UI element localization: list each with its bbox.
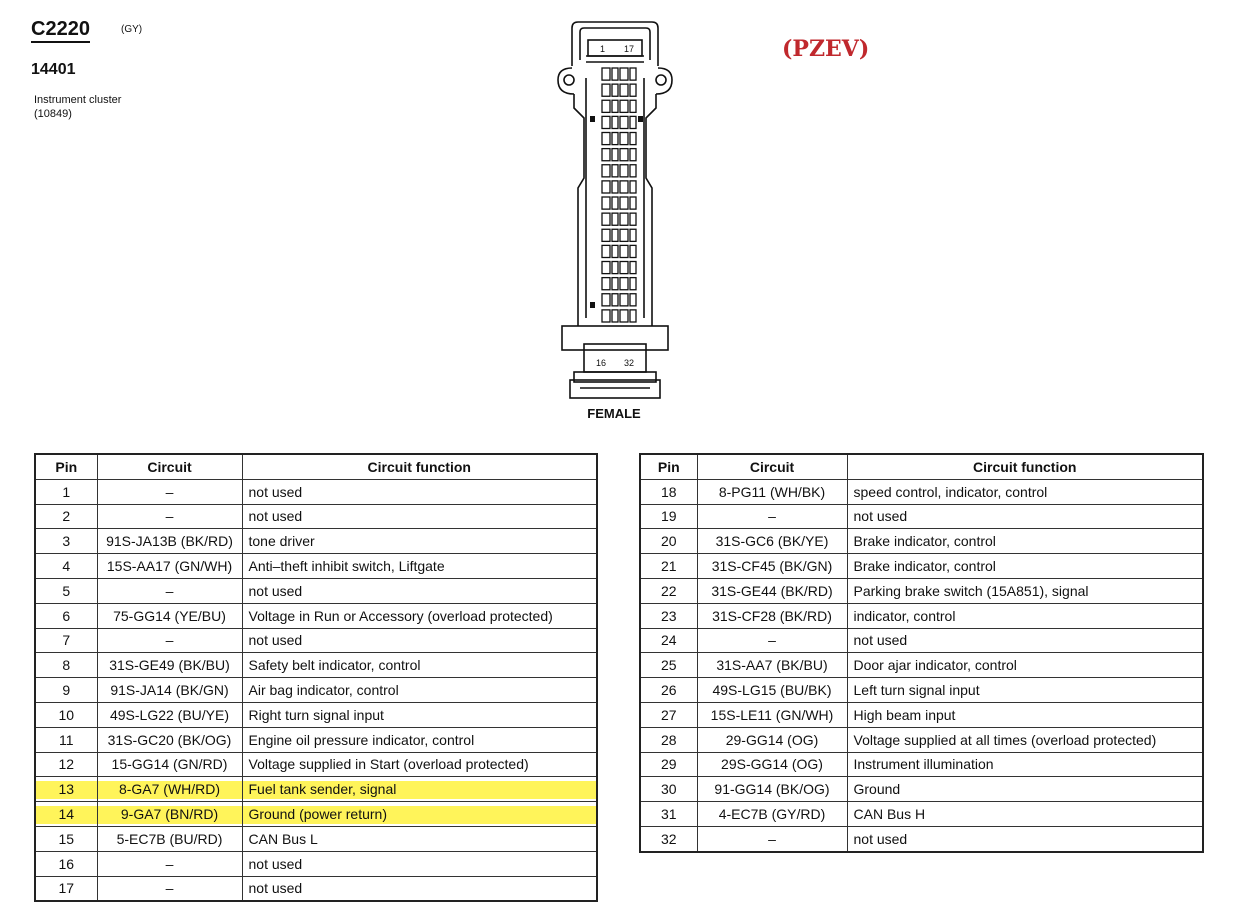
- pin-cavity: [630, 149, 636, 161]
- circuit-code: 9-GA7 (BN/RD): [97, 802, 242, 827]
- pin-row-6: [35, 603, 597, 628]
- pin-cavity: [630, 181, 636, 193]
- circuit-function: not used: [242, 479, 597, 504]
- circuit-code: –: [97, 851, 242, 876]
- pin-number: 30: [640, 777, 697, 802]
- pin-number: 18: [640, 479, 697, 504]
- circuit-function: Ground (power return): [242, 802, 597, 827]
- pin-row-29: [640, 752, 1203, 777]
- pin-row-20: [640, 529, 1203, 554]
- circuit-code: 75-GG14 (YE/BU): [97, 603, 242, 628]
- pin-number: 8: [35, 653, 97, 678]
- pin-cavity: [602, 229, 610, 241]
- pin-cavity: [630, 229, 636, 241]
- header-pin: Pin: [35, 454, 97, 479]
- circuit-code: 91S-JA13B (BK/RD): [97, 529, 242, 554]
- pin-table-right: [639, 453, 1204, 853]
- circuit-function: Safety belt indicator, control: [242, 653, 597, 678]
- pin-row-18: [640, 479, 1203, 504]
- pin-row-13: [35, 777, 597, 802]
- circuit-code: –: [97, 504, 242, 529]
- circuit-code: –: [697, 628, 847, 653]
- circuit-function: not used: [242, 876, 597, 901]
- pin-cavity: [630, 68, 636, 80]
- pin-cavity: [620, 245, 628, 257]
- pin-cavity: [620, 181, 628, 193]
- pin-cavity: [630, 100, 636, 112]
- pin-row-17: [35, 876, 597, 901]
- circuit-code: 4-EC7B (GY/RD): [697, 802, 847, 827]
- pin-cavity: [620, 100, 628, 112]
- circuit-function: Fuel tank sender, signal: [242, 777, 597, 802]
- pin-cavity: [630, 116, 636, 128]
- pin-number: 26: [640, 678, 697, 703]
- pin-number: 29: [640, 752, 697, 777]
- pin-row-11: [35, 727, 597, 752]
- pin-cavity: [630, 278, 636, 290]
- pin-cavity: [630, 165, 636, 177]
- pin-cavity: [612, 262, 618, 274]
- connector-id: C2220: [31, 18, 90, 43]
- pin-cavity: [620, 310, 628, 322]
- pin-cavity: [620, 133, 628, 145]
- pin-cavity: [612, 100, 618, 112]
- pin-cavity: [602, 197, 610, 209]
- pin-cavity: [602, 68, 610, 80]
- pin-row-10: [35, 702, 597, 727]
- pin-cavity: [612, 133, 618, 145]
- pin-row-22: [640, 578, 1203, 603]
- pin-cavity: [612, 278, 618, 290]
- pin-row-9: [35, 678, 597, 703]
- header-function: Circuit function: [242, 454, 597, 479]
- pin-cavity: [612, 68, 618, 80]
- circuit-function: not used: [242, 628, 597, 653]
- pin-cavity: [620, 197, 628, 209]
- circuit-code: –: [97, 628, 242, 653]
- circuit-code: –: [97, 479, 242, 504]
- circuit-function: not used: [847, 504, 1203, 529]
- pin-row-21: [640, 554, 1203, 579]
- connector-face-diagram: [550, 18, 690, 406]
- pin-cavity: [630, 197, 636, 209]
- header-function: Circuit function: [847, 454, 1203, 479]
- circuit-function: CAN Bus H: [847, 802, 1203, 827]
- pin-cavity: [612, 116, 618, 128]
- pin-cavity: [612, 165, 618, 177]
- connector-color: (GY): [121, 24, 143, 35]
- circuit-code: 49S-LG15 (BU/BK): [697, 678, 847, 703]
- pin-cavity: [602, 100, 610, 112]
- pin-cavity: [620, 278, 628, 290]
- circuit-code: 31S-GE49 (BK/BU): [97, 653, 242, 678]
- pin-row-1: [35, 479, 597, 504]
- pin-number: 3: [35, 529, 97, 554]
- pin-number: 10: [35, 702, 97, 727]
- pin-number: 31: [640, 802, 697, 827]
- pin-cavity: [620, 84, 628, 96]
- pin-cavity: [602, 84, 610, 96]
- circuit-function: Instrument illumination: [847, 752, 1203, 777]
- header-circuit: Circuit: [97, 454, 242, 479]
- pin-cavity: [612, 245, 618, 257]
- pin-number: 28: [640, 727, 697, 752]
- pin-cavity: [630, 310, 636, 322]
- pin-row-23: [640, 603, 1203, 628]
- circuit-function: Right turn signal input: [242, 702, 597, 727]
- circuit-code: 31S-GE44 (BK/RD): [697, 578, 847, 603]
- pin-cavity: [620, 165, 628, 177]
- pin-number: 13: [35, 777, 97, 802]
- pin-cavity: [602, 133, 610, 145]
- pin-cavity: [602, 149, 610, 161]
- circuit-function: Voltage in Run or Accessory (overload protected): [242, 603, 597, 628]
- pin-number: 12: [35, 752, 97, 777]
- circuit-function: Door ajar indicator, control: [847, 653, 1203, 678]
- pin-number: 27: [640, 702, 697, 727]
- pin-row-27: [640, 702, 1203, 727]
- pin-cavity: [620, 229, 628, 241]
- circuit-code: 29-GG14 (OG): [697, 727, 847, 752]
- circuit-code: –: [697, 504, 847, 529]
- pin-cavity: [630, 262, 636, 274]
- pin-number: 24: [640, 628, 697, 653]
- pin-cavity: [602, 181, 610, 193]
- circuit-function: Anti–theft inhibit switch, Liftgate: [242, 554, 597, 579]
- pin-label-bottom-right: 32: [624, 358, 635, 368]
- pin-number: 1: [35, 479, 97, 504]
- pin-cavity: [602, 245, 610, 257]
- pin-row-15: [35, 826, 597, 851]
- circuit-code: 31S-GC6 (BK/YE): [697, 529, 847, 554]
- pin-cavity: [620, 213, 628, 225]
- header-pin: Pin: [640, 454, 697, 479]
- pin-cavity: [620, 116, 628, 128]
- description-line-2: (10849): [34, 108, 72, 120]
- pin-cavity: [612, 197, 618, 209]
- pin-cavity: [602, 294, 610, 306]
- pin-row-25: [640, 653, 1203, 678]
- circuit-code: 49S-LG22 (BU/YE): [97, 702, 242, 727]
- header-circuit: Circuit: [697, 454, 847, 479]
- pin-row-8: [35, 653, 597, 678]
- pin-cavity: [612, 181, 618, 193]
- pin-number: 20: [640, 529, 697, 554]
- pin-row-32: [640, 826, 1203, 851]
- pin-row-30: [640, 777, 1203, 802]
- pin-cavity: [602, 262, 610, 274]
- pin-cavity: [630, 133, 636, 145]
- circuit-function: not used: [242, 578, 597, 603]
- pin-cavity: [620, 262, 628, 274]
- circuit-function: Air bag indicator, control: [242, 678, 597, 703]
- circuit-code: 8-PG11 (WH/BK): [697, 479, 847, 504]
- circuit-function: tone driver: [242, 529, 597, 554]
- circuit-code: 31S-CF28 (BK/RD): [697, 603, 847, 628]
- table-header-row: [640, 454, 1203, 479]
- pin-cavity: [602, 213, 610, 225]
- circuit-code: 29S-GG14 (OG): [697, 752, 847, 777]
- circuit-code: 15S-LE11 (GN/WH): [697, 702, 847, 727]
- circuit-function: not used: [847, 826, 1203, 851]
- pin-row-2: [35, 504, 597, 529]
- pin-cavity: [620, 68, 628, 80]
- circuit-code: 31S-AA7 (BK/BU): [697, 653, 847, 678]
- pin-row-16: [35, 851, 597, 876]
- circuit-function: High beam input: [847, 702, 1203, 727]
- circuit-code: 91S-JA14 (BK/GN): [97, 678, 242, 703]
- variant-label: (PZEV): [782, 36, 870, 62]
- circuit-function: Brake indicator, control: [847, 554, 1203, 579]
- pin-cavity: [602, 278, 610, 290]
- circuit-function: Brake indicator, control: [847, 529, 1203, 554]
- circuit-code: –: [97, 876, 242, 901]
- circuit-code: –: [97, 578, 242, 603]
- pin-row-4: [35, 554, 597, 579]
- table-header-row: [35, 454, 597, 479]
- pin-row-31: [640, 802, 1203, 827]
- pin-label-top-right: 17: [624, 44, 635, 54]
- pin-number: 4: [35, 554, 97, 579]
- pin-number: 6: [35, 603, 97, 628]
- circuit-function: not used: [242, 851, 597, 876]
- pin-row-7: [35, 628, 597, 653]
- pin-cavity: [612, 149, 618, 161]
- pin-row-5: [35, 578, 597, 603]
- pin-row-28: [640, 727, 1203, 752]
- circuit-code: 31S-GC20 (BK/OG): [97, 727, 242, 752]
- pin-number: 9: [35, 678, 97, 703]
- connector-gender: FEMALE: [587, 406, 641, 421]
- circuit-code: 91-GG14 (BK/OG): [697, 777, 847, 802]
- circuit-function: Ground: [847, 777, 1203, 802]
- circuit-function: Parking brake switch (15A851), signal: [847, 578, 1203, 603]
- pin-row-12: [35, 752, 597, 777]
- circuit-function: Voltage supplied at all times (overload protected): [847, 727, 1203, 752]
- circuit-function: Engine oil pressure indicator, control: [242, 727, 597, 752]
- circuit-function: indicator, control: [847, 603, 1203, 628]
- connector-description: [34, 93, 121, 121]
- description-line-1: Instrument cluster: [34, 94, 122, 106]
- pin-cavity: [630, 84, 636, 96]
- pin-number: 17: [35, 876, 97, 901]
- pin-label-top-left: 1: [600, 44, 606, 54]
- pin-row-19: [640, 504, 1203, 529]
- pin-cavity: [612, 229, 618, 241]
- circuit-code: 31S-CF45 (BK/GN): [697, 554, 847, 579]
- pin-cavity: [620, 294, 628, 306]
- pin-cavity: [612, 213, 618, 225]
- pin-cavity: [620, 149, 628, 161]
- pin-cavity: [612, 294, 618, 306]
- pin-number: 15: [35, 826, 97, 851]
- pin-number: 19: [640, 504, 697, 529]
- pin-row-26: [640, 678, 1203, 703]
- pin-cavity: [612, 84, 618, 96]
- pin-table-left: [34, 453, 598, 902]
- pin-number: 23: [640, 603, 697, 628]
- pin-number: 32: [640, 826, 697, 851]
- pin-cavity: [630, 213, 636, 225]
- circuit-code: 15-GG14 (GN/RD): [97, 752, 242, 777]
- pin-number: 11: [35, 727, 97, 752]
- part-number: 14401: [31, 61, 76, 78]
- pin-number: 14: [35, 802, 97, 827]
- pin-number: 21: [640, 554, 697, 579]
- pin-cavity: [630, 245, 636, 257]
- pin-number: 5: [35, 578, 97, 603]
- circuit-function: not used: [847, 628, 1203, 653]
- pin-number: 16: [35, 851, 97, 876]
- circuit-function: not used: [242, 504, 597, 529]
- pin-number: 2: [35, 504, 97, 529]
- pin-number: 22: [640, 578, 697, 603]
- pin-cavity: [630, 294, 636, 306]
- circuit-code: 5-EC7B (BU/RD): [97, 826, 242, 851]
- pin-cavity: [612, 310, 618, 322]
- circuit-code: 15S-AA17 (GN/WH): [97, 554, 242, 579]
- circuit-function: CAN Bus L: [242, 826, 597, 851]
- pin-row-24: [640, 628, 1203, 653]
- pin-cavity: [602, 116, 610, 128]
- circuit-code: –: [697, 826, 847, 851]
- pin-number: 7: [35, 628, 97, 653]
- circuit-function: Left turn signal input: [847, 678, 1203, 703]
- pin-number: 25: [640, 653, 697, 678]
- pin-cavity: [602, 310, 610, 322]
- circuit-code: 8-GA7 (WH/RD): [97, 777, 242, 802]
- pin-row-14: [35, 802, 597, 827]
- pin-row-3: [35, 529, 597, 554]
- pin-cavity: [602, 165, 610, 177]
- circuit-function: speed control, indicator, control: [847, 479, 1203, 504]
- circuit-function: Voltage supplied in Start (overload protected): [242, 752, 597, 777]
- pin-label-bottom-left: 16: [596, 358, 607, 368]
